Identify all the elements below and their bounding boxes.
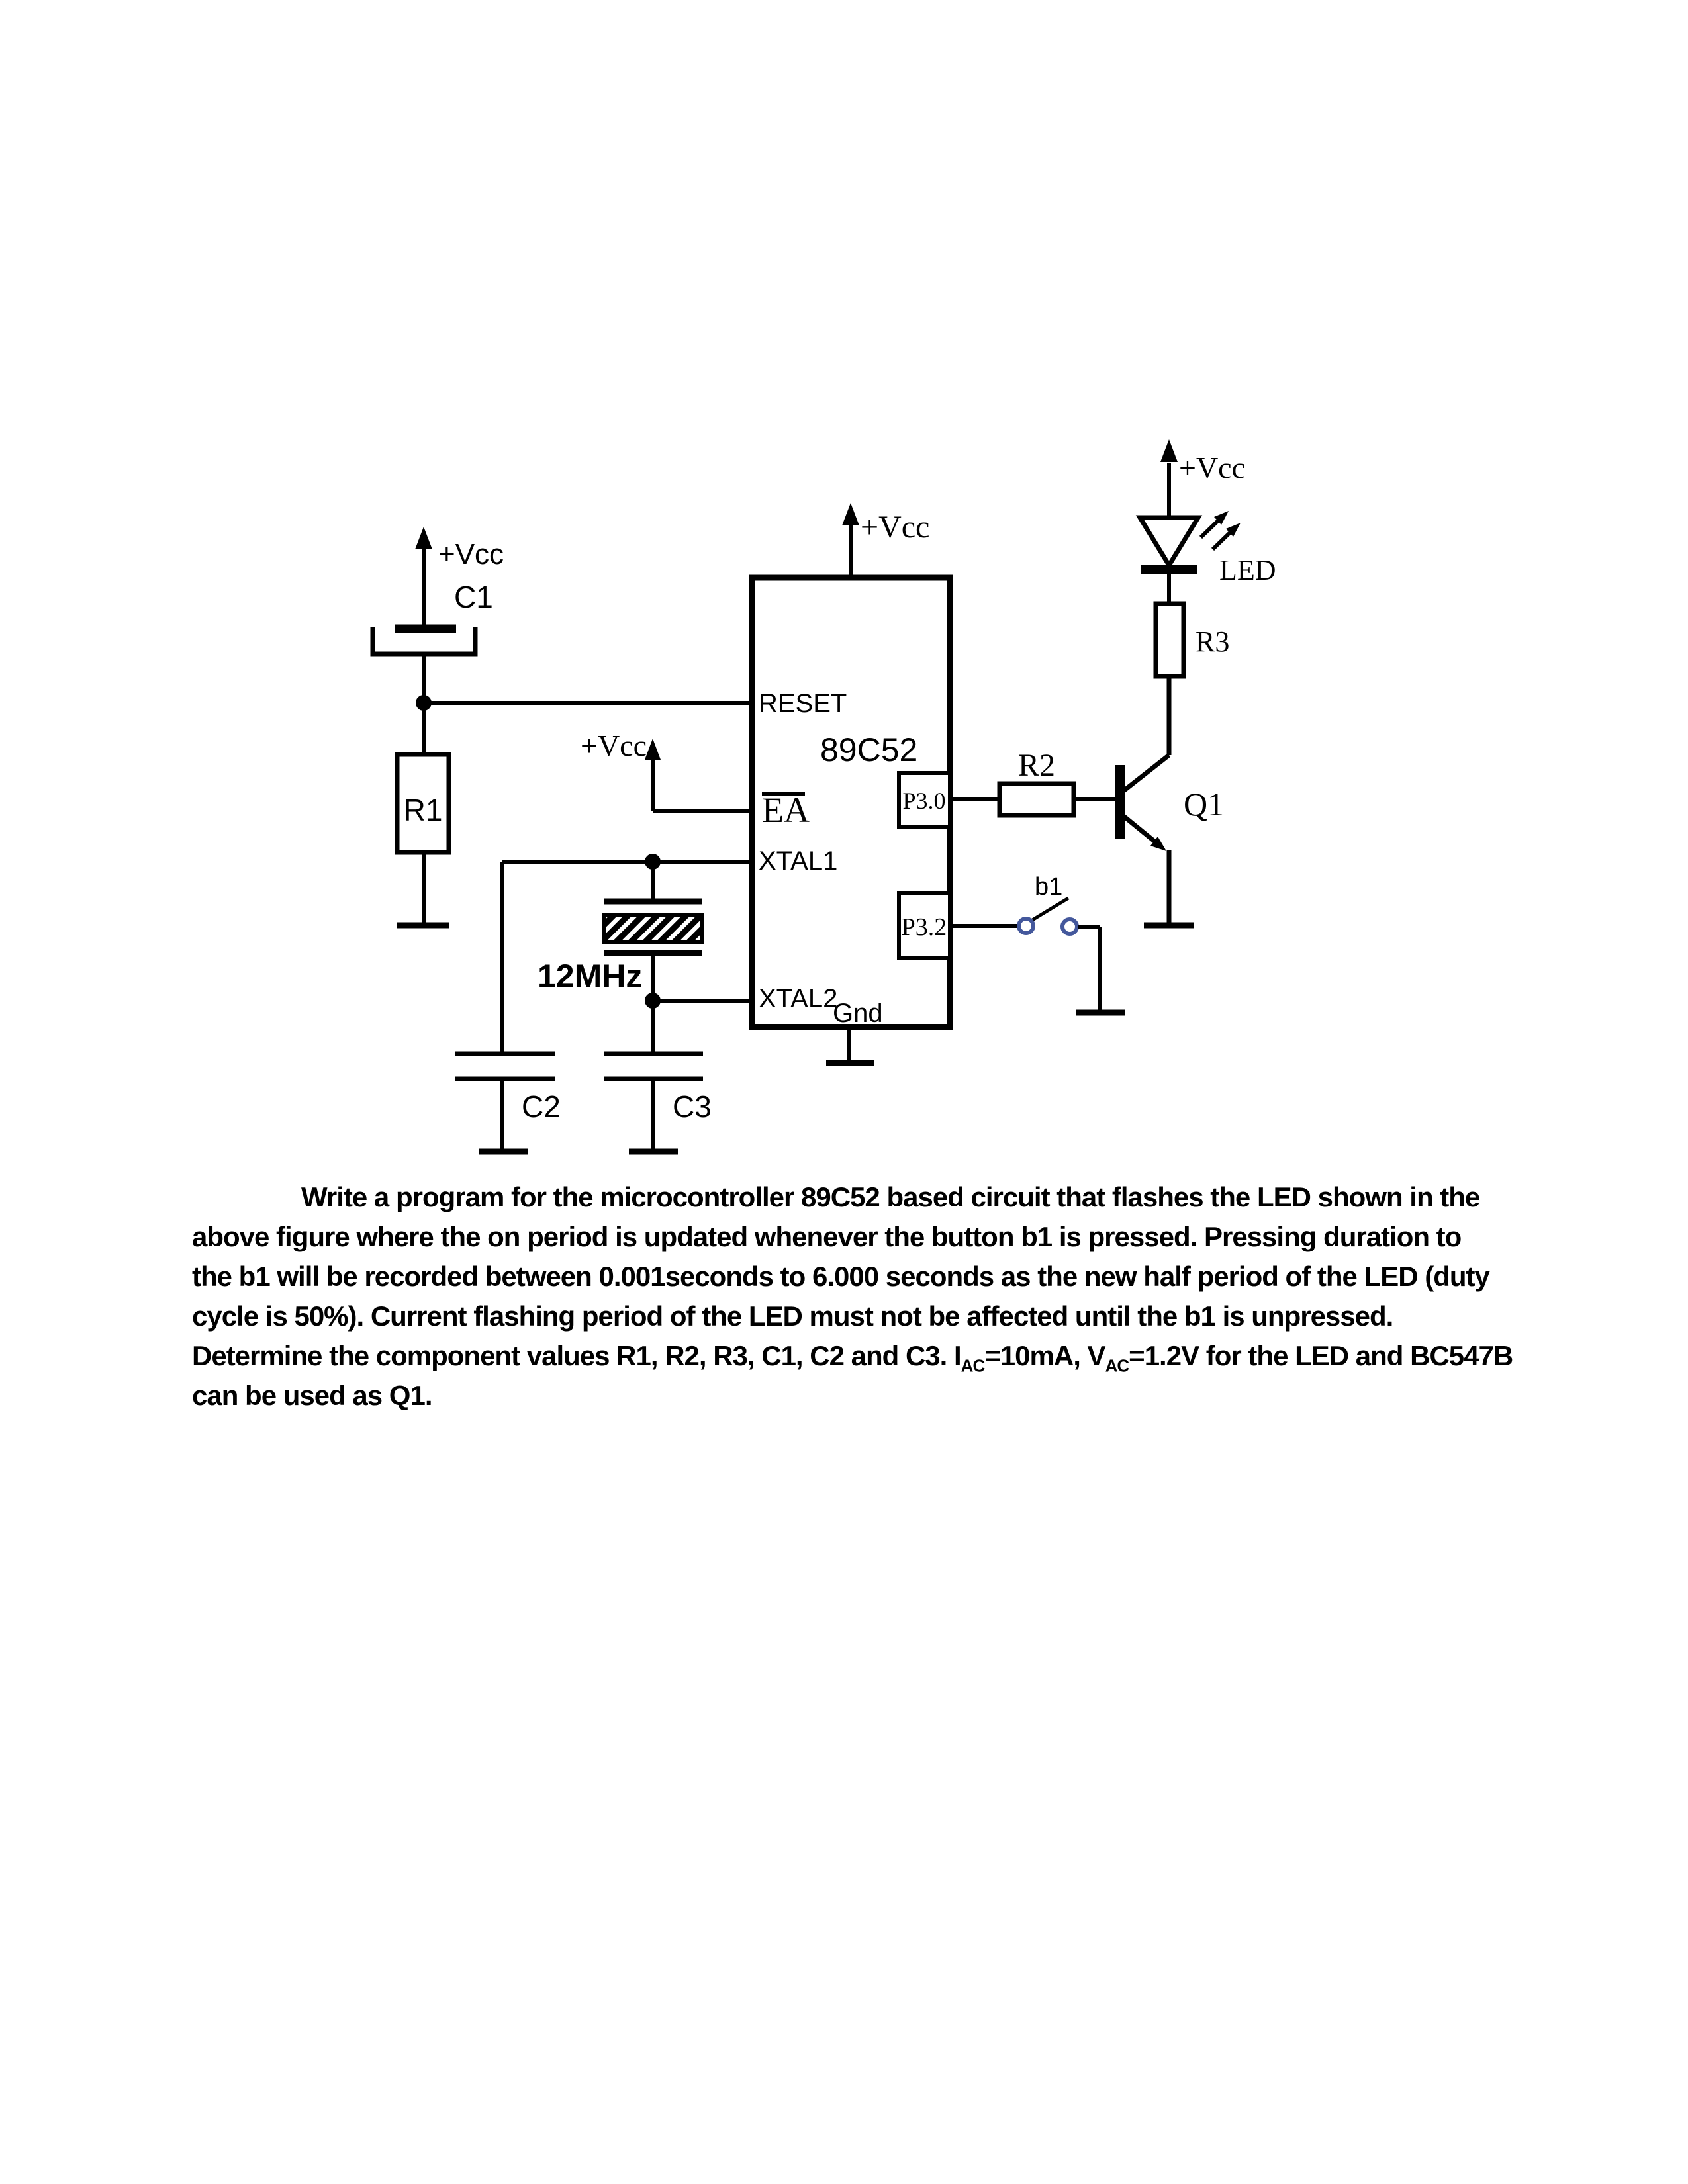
question-line5-text: =10mA, V [984, 1340, 1105, 1371]
subscript-ac: AC [961, 1355, 985, 1376]
capacitor-c3-label: C3 [673, 1089, 712, 1124]
vcc-label-ea: +Vcc [581, 729, 647, 762]
capacitor-c1-label: C1 [454, 580, 493, 614]
button-branch [950, 873, 1125, 1013]
pin-xtal2-label: XTAL2 [759, 984, 838, 1013]
pin-gnd-label: Gnd [833, 999, 883, 1028]
load-capacitors [455, 1054, 712, 1152]
port-p30-label: P3.0 [902, 788, 946, 814]
switch-contact-icon [1062, 919, 1077, 934]
reset-branch [373, 527, 752, 925]
port-p32-label: P3.2 [901, 913, 947, 941]
switch-lever [1031, 898, 1068, 921]
question-line: the b1 will be recorded between 0.001seconds to 6.000 seconds as the new half period of the LED (duty [192, 1261, 1489, 1292]
button-b1-label: b1 [1035, 873, 1063, 901]
crystal-body [604, 915, 702, 942]
led-label: LED [1219, 554, 1276, 586]
transistor-collector [1123, 755, 1169, 792]
resistor-r3-label: R3 [1196, 625, 1230, 658]
chip-title: 89C52 [820, 731, 918, 768]
capacitor-c2-label: C2 [522, 1089, 561, 1124]
vcc-arrow-icon [842, 503, 859, 525]
resistor-r2-box [1000, 784, 1074, 815]
vcc-arrow-icon [415, 527, 432, 549]
crystal-freq-label: 12MHz [538, 958, 643, 995]
vcc-arrow-icon [645, 739, 661, 760]
transistor-q1-label: Q1 [1184, 786, 1225, 823]
led-triangle [1140, 518, 1198, 565]
ea-vcc-branch [581, 729, 752, 811]
transistor-emitter [1123, 815, 1158, 844]
resistor-r1-label: R1 [403, 793, 443, 827]
question-line: can be used as Q1. [192, 1380, 432, 1411]
resistor-r3-box [1156, 604, 1184, 676]
pin-ea-label: EA [762, 790, 810, 830]
light-ray [1201, 519, 1220, 537]
question-line5-text: =1.2V for the LED and BC547B [1129, 1340, 1513, 1371]
microcontroller-89c52 [752, 503, 950, 1063]
subscript-ac: AC [1105, 1355, 1129, 1376]
question-line [192, 1336, 1549, 1376]
question-line: cycle is 50%). Current flashing period of the LED must not be affected until the b1 is unpressed. [192, 1300, 1393, 1332]
resistor-r2-label: R2 [1018, 748, 1056, 783]
question-line5-text: Determine the component values R1, R2, R3, C1, C2 and C3. I [192, 1340, 961, 1371]
pin-xtal1-label: XTAL1 [759, 846, 838, 876]
switch-contact-icon [1019, 919, 1033, 933]
crystal-circuit [502, 854, 752, 1054]
pin-reset-label: RESET [759, 689, 847, 718]
led-driver-branch [950, 439, 1276, 925]
vcc-arrow-icon [1160, 439, 1178, 462]
vcc-label-left: +Vcc [438, 538, 504, 570]
light-ray [1213, 531, 1232, 549]
question-line: Write a program for the microcontroller 89C52 based circuit that flashes the LED shown in the [301, 1181, 1480, 1212]
question-paragraph [192, 1177, 1549, 1416]
vcc-label-led: +Vcc [1179, 451, 1245, 484]
question-line: above figure where the on period is updated whenever the button b1 is pressed. Pressing duration to [192, 1221, 1462, 1252]
vcc-label-chip: +Vcc [861, 510, 930, 545]
